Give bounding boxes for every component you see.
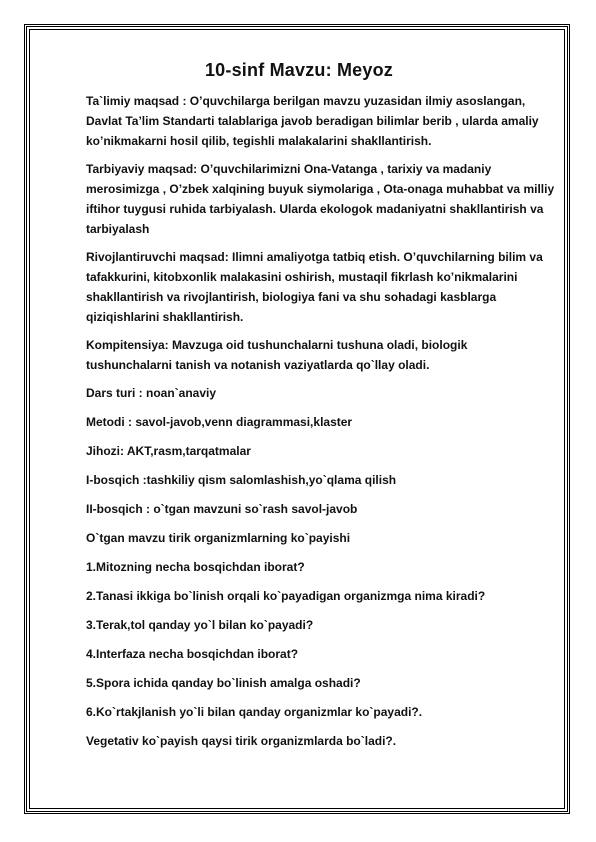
- question-item: 1.Mitozning necha bosqichdan iborat?: [86, 560, 305, 574]
- previous-topic: O`tgan mavzu tirik organizmlarning ko`payishi: [86, 531, 351, 545]
- lesson-method: Metodi : savol-javob,venn diagrammasi,klaster: [86, 415, 353, 429]
- paragraph-competence: Kompitensiya: Mavzuga oid tushunchalarni tushuna oladi, biologik tushunchalarni tanish va notanish vaziyatlarda qo`llay oladi.: [86, 338, 468, 372]
- page-title: 10-sinf Mavzu: Meyoz: [204, 60, 394, 80]
- paragraph-educational-goal: Ta`limiy maqsad : O’quvchilarga berilgan mavzu yuzasidan ilmiy asoslangan, Davlat Ta’lim Standarti talablariga javob beradigan bilimlar berib , ularda amaliy ko’nikmakarni hosil qilib, tegishli malakalarini shakllantirish.: [86, 94, 539, 148]
- stage-one: I-bosqich :tashkiliy qism salomlashish,yo`qlama qilish: [86, 473, 397, 487]
- question-item: 3.Terak,tol qanday yo`l bilan ko`payadi?: [86, 618, 314, 632]
- paragraph-developmental-goal: Rivojlantiruvchi maqsad: Ilimni amaliyotga tatbiq etish. O’quvchilarning bilim va tafakkurini, kitobxonlik malakasini oshirish, mustaqil fikrlash ko’nikmalarini shakllantirish va rivojlantirish, biologiya fani va shu sohadagi kasblarga qiziqishlarini shakllantirish.: [86, 250, 543, 324]
- lesson-equipment: Jihozi: AKT,rasm,tarqatmalar: [86, 444, 251, 458]
- stage-two: II-bosqich : o`tgan mavzuni so`rash savol-javob: [86, 502, 358, 516]
- paragraph-upbringing-goal: Tarbiyaviy maqsad: O’quvchilarimizni Ona-Vatanga , tarixiy va madaniy merosimizga , O’zbek xalqining buyuk siymolariga , Ota-onaga muhabbat va milliy iftihor tuygusi ruhida tarbiyalash. Ularda ekologok madaniyatni shakllantirish va tarbiyalash: [86, 162, 555, 236]
- question-item: 4.Interfaza necha bosqichdan iborat?: [86, 647, 299, 661]
- question-item: 6.Ko`rtakjlanish yo`li bilan qanday organizmlar ko`payadi?.: [86, 705, 423, 719]
- lesson-type: Dars turi : noan`anaviy: [86, 386, 217, 400]
- question-item: 5.Spora ichida qanday bo`linish amalga oshadi?: [86, 676, 361, 690]
- document-body: [86, 60, 556, 760]
- question-item: Vegetativ ko`payish qaysi tirik organizmlarda bo`ladi?.: [86, 734, 397, 748]
- question-item: 2.Tanasi ikkiga bo`linish orqali ko`payadigan organizmga nima kiradi?: [86, 589, 486, 603]
